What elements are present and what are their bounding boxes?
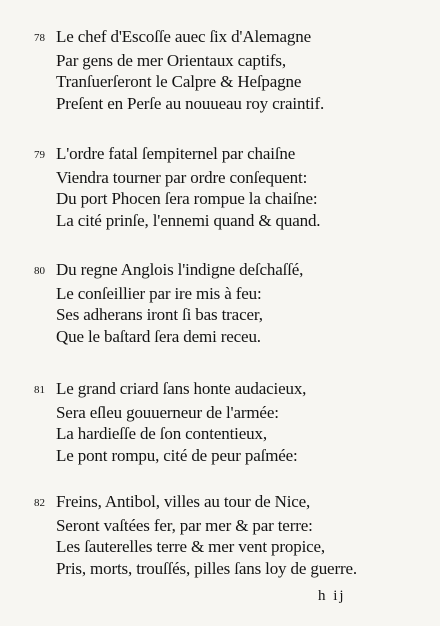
quatrain-79 — [34, 143, 429, 231]
verse-line: Sera eſleu gouuerneur de l'armée: — [56, 402, 279, 422]
quatrain-number: 79 — [34, 149, 45, 161]
verse-text: L'ordre fatal ſempiternel par chaiſne — [56, 144, 296, 163]
verse-line: La hardieſſe de ſon contentieux, — [56, 424, 267, 443]
quatrain-78 — [34, 26, 429, 114]
verse-line — [34, 378, 429, 402]
verse-line — [34, 143, 429, 167]
verse-line: Tranſuerſeront le Calpre & Heſpagne — [56, 72, 302, 91]
verse-text: Freins, Antibol, villes au tour de Nice, — [56, 492, 311, 511]
verse-line: Pris, morts, trouſſés, pilles ſans loy de guerre. — [56, 558, 357, 578]
verse-line: Que le baſtard ſera demi receu. — [56, 326, 261, 346]
verse-line — [34, 26, 429, 50]
verse-line — [34, 259, 429, 283]
verse-text: Le grand criard ſans honte audacieux, — [56, 379, 307, 398]
verse-line: Du port Phocen ſera rompue la chaiſne: — [56, 189, 318, 208]
verse-line: Les ſauterelles terre & mer vent propice, — [56, 537, 326, 556]
verse-line: Le conſeillier par ire mis à feu: — [56, 283, 262, 303]
quatrain-80 — [34, 259, 429, 347]
verse-line — [34, 491, 429, 515]
verse-line: Seront vaſtées fer, par mer & par terre: — [56, 515, 313, 535]
verse-line: La cité prinſe, l'ennemi quand & quand. — [56, 210, 321, 230]
verse-line: Ses adherans iront ſi bas tracer, — [56, 305, 263, 324]
verse-line: Preſent en Perſe au nouueau roy craintif. — [56, 93, 325, 113]
verse-line: Le pont rompu, cité de peur paſmée: — [56, 445, 298, 465]
quatrain-82 — [34, 491, 429, 579]
quatrain-number: 80 — [34, 265, 45, 277]
quatrain-81 — [34, 378, 429, 466]
verse-text: Le chef d'Escoſſe auec ſix d'Alemagne — [56, 27, 311, 46]
quatrain-number: 82 — [34, 497, 45, 509]
quatrain-number: 81 — [34, 384, 45, 396]
signature-mark: h ij — [318, 588, 346, 604]
verse-line: Viendra tourner par ordre conſequent: — [56, 167, 308, 187]
verse-line: Par gens de mer Orientaux captifs, — [56, 50, 286, 70]
quatrain-number: 78 — [34, 32, 45, 44]
verse-text: Du regne Anglois l'indigne deſchaſſé, — [56, 260, 304, 279]
